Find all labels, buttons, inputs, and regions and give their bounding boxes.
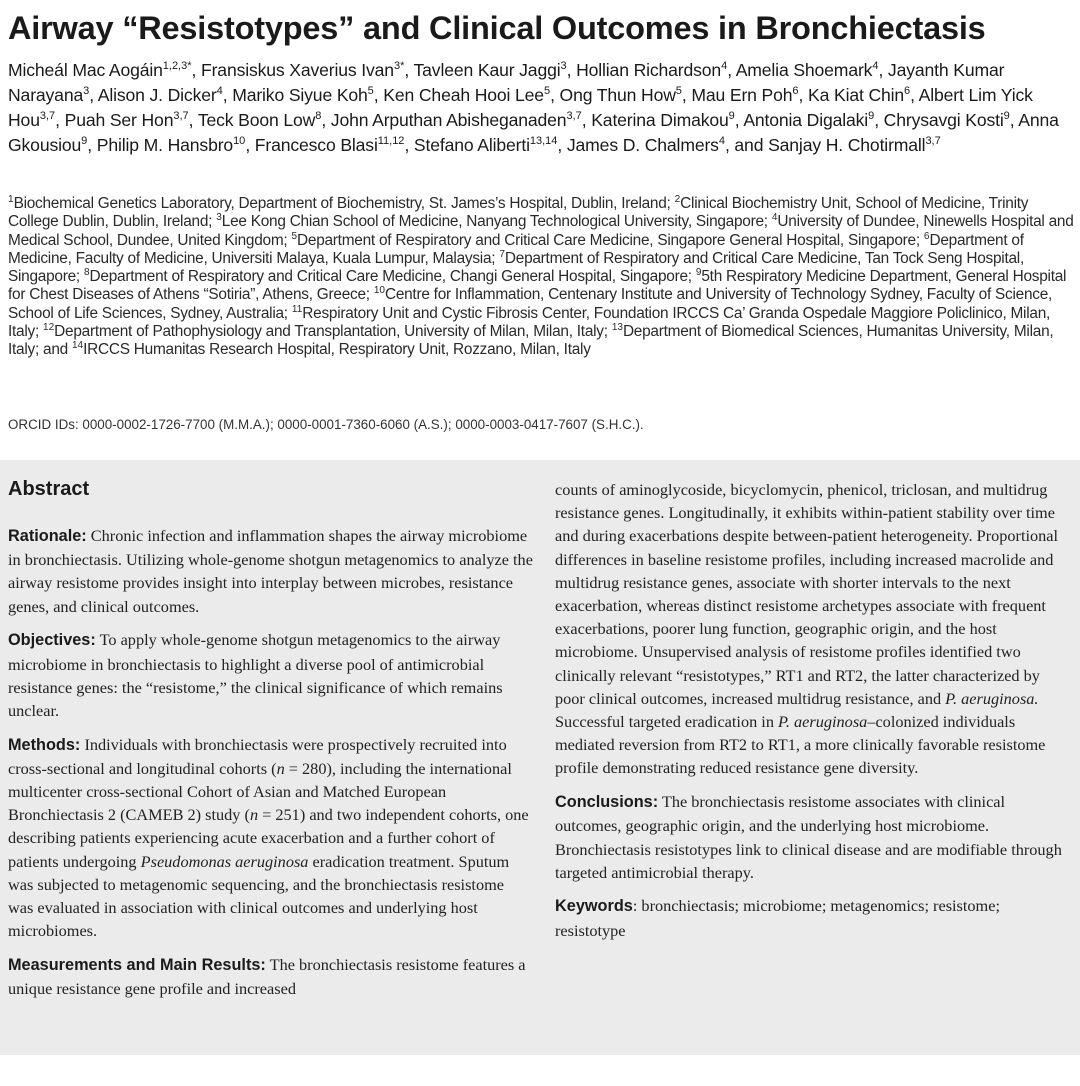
affiliation-number: 4 bbox=[771, 212, 778, 224]
author-name: John Arputhan Abisheganaden bbox=[330, 110, 567, 130]
author-affiliation-marker: 3 bbox=[560, 60, 567, 72]
affiliation-text: Respiratory Unit and Cystic Fibrosis Center, Foundation IRCCS Ca’ Granda Ospedale Maggiore Policlinico, Milan, Italy; bbox=[8, 304, 1051, 341]
n-symbol: n bbox=[276, 758, 285, 778]
author-affiliation-marker: 6 bbox=[904, 85, 911, 97]
author-name: Amelia Shoemark bbox=[735, 60, 873, 80]
author-name: Jayanth Kumar Narayana bbox=[8, 60, 1005, 105]
objectives-text: To apply whole-genome shotgun metagenomics to the airway microbiome in bronchiectasis to highlight a diverse pool of antimicrobial resistance genes: the “resistome,” the clinical significance of which remains unclear. bbox=[8, 630, 503, 720]
affiliation-number: 10 bbox=[373, 285, 385, 297]
methods-text: eradication treatment. Sputum was subjected to metagenomic sequencing, and the bronchiectasis resistome was evaluated in association with clinical outcomes and underlying host microbiomes. bbox=[8, 851, 510, 941]
organism-name: P. aeruginosa. bbox=[945, 688, 1039, 708]
affiliation-text: Department of Pathophysiology and Transplantation, University of Milan, Milan, Italy; bbox=[54, 323, 612, 341]
methods-text: = 251) and two independent cohorts, one describing patients experiencing acute exacerbation and a further cohort of patients undergoing bbox=[8, 805, 529, 871]
author-name: Ka Kiat Chin bbox=[808, 85, 905, 105]
affiliation-number: 9 bbox=[695, 267, 702, 279]
affiliation-number: 14 bbox=[71, 340, 84, 352]
author-name: Antonia Digalaki bbox=[743, 110, 869, 130]
author-affiliation-marker: 5 bbox=[543, 85, 551, 97]
affiliations bbox=[8, 195, 1076, 360]
author-name: Sanjay H. Chotirmall bbox=[768, 135, 926, 155]
abstract-heading: Abstract bbox=[8, 478, 90, 500]
author-name: Puah Ser Hon bbox=[64, 110, 174, 130]
author-affiliation-marker: 3* bbox=[393, 60, 405, 72]
author-name: Hollian Richardson bbox=[576, 60, 722, 80]
affiliation-number: 13 bbox=[611, 322, 623, 334]
author-affiliation-marker: 4 bbox=[718, 135, 725, 147]
author-name: Albert Lim Yick Hou bbox=[8, 85, 1033, 130]
author-name: Mariko Siyue Koh bbox=[232, 85, 368, 105]
methods-text: = 280), including the international multicenter cross-sectional Cohort of Asian and Matched European Bronchiectasis 2 (CAMEB 2) study ( bbox=[8, 758, 512, 825]
author-affiliation-marker: 4 bbox=[216, 85, 223, 97]
affiliation-text: 5th Respiratory Medicine Department, General Hospital for Chest Diseases of Athens “Sotiria”, Athens, Greece; bbox=[8, 268, 1067, 304]
keywords-text: : bronchiectasis; microbiome; metagenomics; resistome; resistotype bbox=[555, 896, 1000, 940]
results-text: Successful targeted eradication in bbox=[555, 712, 779, 732]
conclusions-label: Conclusions: bbox=[555, 793, 659, 812]
author-list: Micheál Mac Aogáin$^{1,2,3*}$, Fransiskus Xaverius Ivan$^{3*}$, Tavleen Kaur Jaggi$^3$, Hollian Richardson$^4$, Amelia Shoemark$^4$, Jayanth Kumar Narayana$^3$, Alison J. Dicker$^4$, Mariko Siyue Koh$^5$, Ken Cheah Hooi Lee$^5$, Ong Thun How$^5$, Mau Ern Poh$^6$, Ka Kiat Chin$^6$, Albert Lim Yick Hou$^{3,7}$, Puah Ser Hon$^{3,7}$, Teck Boon Low$^8$, John Arputhan Abisheganaden$^{3,7}$, Katerina Dimakou$^9$, Antonia Digalaki$^9$, Chrysavgi Kosti$^9$, Anna Gkousiou$^9$, Philip M. Hansbro$^{10}$, Francesco Blasi$^{11,12}$, Stefano Aliberti$^{13,14}$, James D. Chalmers$^4$, and Sanjay H. Chotirmall$^{3,7}$ bbox=[8, 60, 1059, 155]
author-affiliation-marker: 13,14 bbox=[529, 135, 558, 147]
author-affiliation-marker: 3,7 bbox=[173, 110, 189, 122]
affiliation-number: 7 bbox=[499, 248, 505, 260]
article-title: Airway “Resistotypes” and Clinical Outcomes in Bronchiectasis bbox=[8, 10, 986, 46]
methods-paragraph bbox=[8, 733, 533, 943]
results-text: The bronchiectasis resistome features a unique resistance gene profile and increased bbox=[8, 954, 526, 999]
n-symbol: n bbox=[249, 805, 259, 825]
affiliation-text: IRCCS Humanitas Research Hospital, Respiratory Unit, Rozzano, Milan, Italy bbox=[83, 341, 591, 359]
author-name: James D. Chalmers bbox=[566, 135, 719, 155]
results-paragraph-continued bbox=[555, 478, 1070, 780]
affiliation-number: 11 bbox=[291, 303, 303, 315]
affiliation-number: 8 bbox=[83, 267, 90, 279]
rationale-paragraph bbox=[8, 524, 533, 618]
affiliation-text: Department of Medicine, Faculty of Medicine, Universiti Malaya, Kuala Lumpur, Malaysia; bbox=[8, 231, 1024, 267]
organism-name: Pseudomonas aeruginosa bbox=[140, 851, 309, 871]
author-name: Francesco Blasi bbox=[254, 135, 378, 155]
author-affiliation-marker: 5 bbox=[367, 85, 374, 97]
results-text: counts of aminoglycoside, bicyclomycin, phenicol, triclosan, and multidrug resistance genes. Longitudinally, it exhibits within-patient stability over time and during exacerbations despite between-patient heterogeneity. Proportional differences in baseline resistome profiles, including increased macrolide and multidrug resistance genes, associate with shorter intervals to the next exacerbation, whereas distinct resistome archetypes associate with frequent exacerbations, poorer lung function, geographic origin, and the host microbiome. Unsupervised analysis of resistome profiles identified two clinically relevant “resistotypes,” RT1 and RT2, the latter characterized by poor clinical outcomes, increased multidrug resistance, and bbox=[555, 480, 1059, 708]
author-name: Ken Cheah Hooi Lee bbox=[383, 85, 544, 105]
author-affiliation-marker: 11,12 bbox=[377, 135, 405, 147]
author-affiliation-marker: 3,7 bbox=[925, 135, 941, 147]
author-affiliation-marker: 9 bbox=[1003, 110, 1010, 122]
author-name: Teck Boon Low bbox=[197, 110, 316, 130]
conclusions-text: The bronchiectasis resistome associates with clinical outcomes, geographic origin, and the underlying host microbiome. Bronchiectasis resistotypes link to clinical disease and are modifiable through targeted antimicrobial therapy. bbox=[555, 792, 1062, 882]
affiliation-text: Clinical Biochemistry Unit, School of Medicine, Trinity College Dublin, Dublin, Ireland; bbox=[8, 195, 1029, 231]
affiliation-number: 6 bbox=[923, 230, 930, 242]
affiliation-number: 12 bbox=[43, 322, 55, 334]
affiliation-number: 2 bbox=[674, 194, 681, 205]
author-affiliation-marker: 9 bbox=[81, 135, 88, 147]
author-affiliation-marker: 3 bbox=[83, 85, 90, 97]
objectives-label: Objectives: bbox=[8, 631, 96, 650]
results-text: –colonized individuals mediated reversion from RT2 to RT1, a more clinically favorable resistome profile demonstrating reduced resistance gene diversity. bbox=[555, 712, 1046, 778]
affiliation-text: Centre for Inflammation, Centenary Institute and University of Technology Sydney, Faculty of Science, School of Life Sciences, Sydney, Australia; bbox=[8, 286, 1053, 322]
methods-text: Individuals with bronchiectasis were prospectively recruited into cross-sectional and longitudinal cohorts ( bbox=[8, 734, 507, 778]
author-name: Alison J. Dicker bbox=[97, 85, 217, 105]
affiliation-text: Department of Respiratory and Critical Care Medicine, Tan Tock Seng Hospital, Singapore; bbox=[8, 249, 1024, 286]
affiliation-number: 1 bbox=[8, 194, 14, 205]
abstract-left-column bbox=[8, 524, 533, 1000]
affiliation-number: 5 bbox=[291, 230, 298, 242]
rationale-label: Rationale: bbox=[8, 527, 87, 545]
keywords-label: Keywords bbox=[555, 897, 633, 916]
author-name: Ong Thun How bbox=[559, 85, 676, 105]
abstract-right-column bbox=[555, 478, 1070, 952]
affiliation-text: Department of Respiratory and Critical Care Medicine, Changi General Hospital, Singapore; bbox=[89, 268, 696, 286]
author-name: Micheál Mac Aogáin bbox=[8, 60, 163, 80]
author-affiliation-marker: 6 bbox=[792, 85, 799, 97]
affiliation-text: Lee Kong Chian School of Medicine, Nanyang Technological University, Singapore; bbox=[221, 213, 772, 231]
results-label: Measurements and Main Results: bbox=[8, 955, 266, 974]
keywords-paragraph bbox=[555, 894, 1070, 941]
rationale-text: Chronic infection and inflammation shapes the airway microbiome in bronchiectasis. Utilizing whole-genome shotgun metagenomics to analyze the airway resistome provides insight into interplay between microbes, resistance genes, and clinical outcomes. bbox=[8, 526, 533, 616]
organism-name: P. aeruginosa bbox=[778, 712, 868, 732]
affiliation-text: Biochemical Genetics Laboratory, Department of Biochemistry, St. James’s Hospital, Dublin, Ireland; bbox=[13, 195, 675, 212]
conclusions-paragraph bbox=[555, 790, 1070, 884]
author-name: Chrysavgi Kosti bbox=[883, 110, 1004, 130]
author-affiliation-marker: 1,2,3* bbox=[162, 60, 192, 72]
author-name: Philip M. Hansbro bbox=[96, 135, 234, 155]
author-name: Mau Ern Poh bbox=[691, 85, 793, 105]
affiliation-text: Department of Respiratory and Critical Care Medicine, Singapore General Hospital, Singapore; bbox=[297, 231, 924, 249]
author-name: Fransiskus Xaverius Ivan bbox=[201, 60, 394, 80]
author-affiliation-marker: 9 bbox=[728, 110, 735, 122]
author-affiliation-marker: 9 bbox=[868, 110, 875, 122]
orcid-ids: ORCID IDs: 0000-0002-1726-7700 (M.M.A.); 0000-0001-7360-6060 (A.S.); 0000-0003-0417-7607 (S.H.C.). bbox=[8, 417, 644, 432]
author-name: Anna Gkousiou bbox=[8, 110, 1059, 155]
author-affiliation-marker: 5 bbox=[675, 85, 682, 97]
methods-label: Methods: bbox=[8, 735, 81, 754]
affiliation-number: 3 bbox=[216, 212, 222, 224]
author-affiliation-marker: 3,7 bbox=[39, 110, 56, 122]
author-name: Stefano Aliberti bbox=[413, 135, 530, 155]
author-name: Katerina Dimakou bbox=[591, 110, 729, 130]
author-affiliation-marker: 10 bbox=[233, 135, 246, 147]
author-name: Tavleen Kaur Jaggi bbox=[413, 60, 561, 80]
affiliation-text: University of Dundee, Ninewells Hospital and Medical School, Dundee, United Kingdom; bbox=[8, 213, 1074, 249]
affiliation-text: Department of Biomedical Sciences, Humanitas University, Milan, Italy; and bbox=[8, 323, 1054, 359]
author-affiliation-marker: 8 bbox=[315, 110, 322, 122]
author-affiliation-marker: 4 bbox=[721, 60, 728, 72]
results-paragraph bbox=[8, 953, 533, 1000]
author-affiliation-marker: 4 bbox=[872, 60, 879, 72]
objectives-paragraph bbox=[8, 628, 533, 722]
author-affiliation-marker: 3,7 bbox=[566, 110, 582, 122]
